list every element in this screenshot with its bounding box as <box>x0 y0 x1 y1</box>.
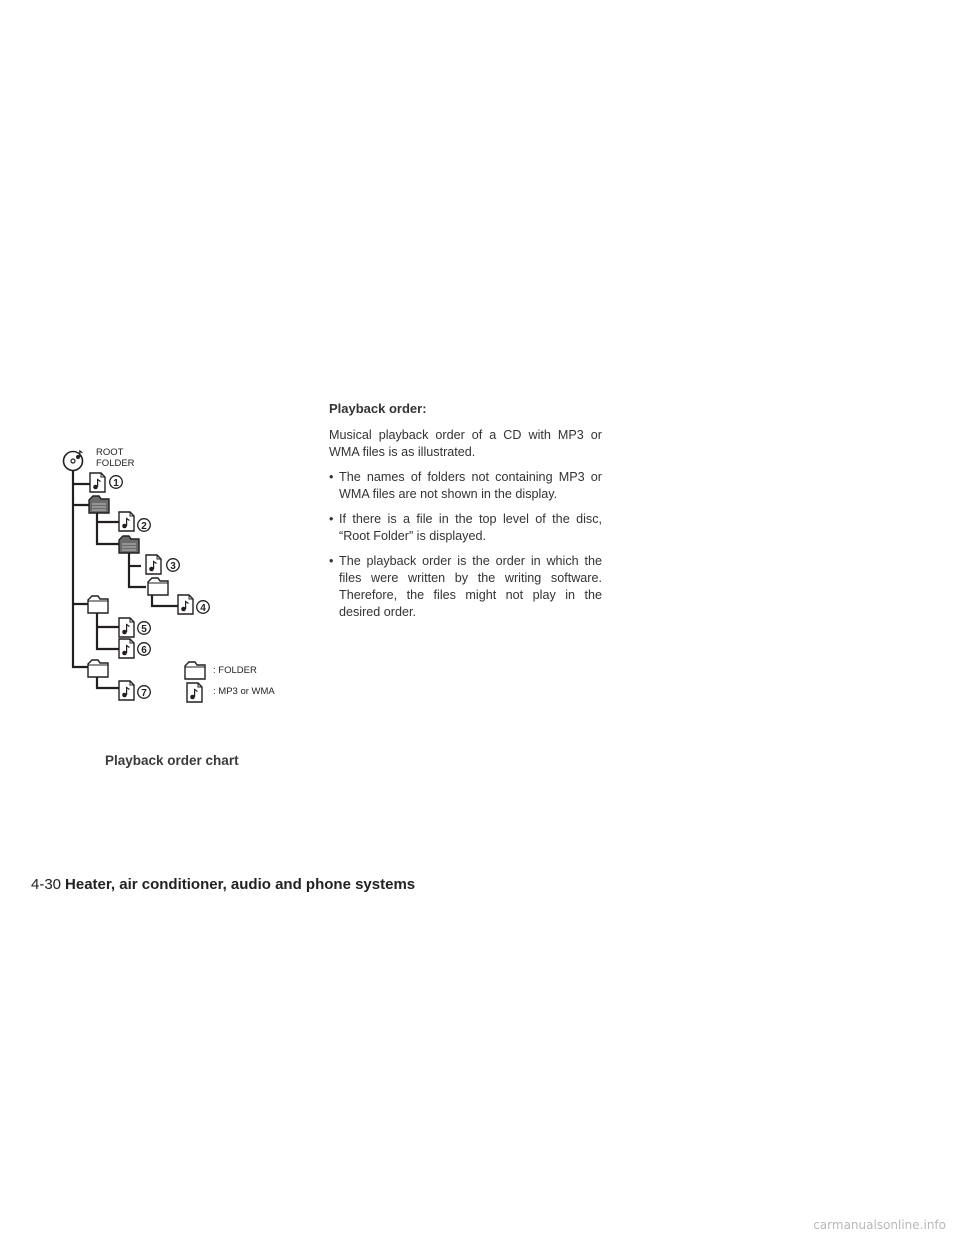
legend-file-icon <box>187 683 202 702</box>
number-badge-2 <box>138 519 151 532</box>
svg-text:6: 6 <box>141 645 147 656</box>
music-file-icon <box>119 639 134 658</box>
bullet-text: The playback order is the order in which the files were written by the writing software. Therefore, the files might not play in the desired order. <box>339 554 602 619</box>
bullet-mark: • <box>329 512 334 526</box>
number-badge-5 <box>138 622 151 635</box>
svg-text:1: 1 <box>113 478 119 489</box>
page-footer <box>31 876 415 893</box>
number-badge-4 <box>197 601 210 614</box>
bullet-mark: • <box>329 554 334 568</box>
svg-text:4: 4 <box>200 603 206 614</box>
number-badge-3 <box>167 559 180 572</box>
bullet-text: The names of folders not containing MP3 or WMA files are not shown in the display. <box>339 470 602 501</box>
svg-text:3: 3 <box>170 561 176 572</box>
svg-text:2: 2 <box>141 521 147 532</box>
music-file-icon <box>90 473 105 492</box>
svg-text:5: 5 <box>141 624 147 635</box>
root-label-line2: FOLDER <box>96 458 135 469</box>
page-number: 4-30 <box>31 876 62 893</box>
bullet-list <box>329 469 602 621</box>
legend-file-label: : MP3 or WMA <box>213 686 275 697</box>
root-label-line1: ROOT <box>96 447 124 458</box>
intro-paragraph: Musical playback order of a CD with MP3 or WMA files is as illustrated. <box>329 428 602 459</box>
bullet-item <box>329 469 602 503</box>
figure-caption: Playback order chart <box>105 753 239 768</box>
music-file-icon <box>178 595 193 614</box>
number-badge-1 <box>110 476 123 489</box>
svg-text:7: 7 <box>141 688 147 699</box>
section-heading: Playback order: <box>329 401 427 416</box>
section-title: Heater, air conditioner, audio and phone systems <box>65 876 416 893</box>
bullet-item <box>329 511 602 545</box>
folder-icon <box>88 660 108 677</box>
watermark: carmanualsonline.info <box>813 1218 946 1232</box>
bullet-mark: • <box>329 470 334 484</box>
folder-icon <box>148 578 168 595</box>
bullet-text: If there is a file in the top level of the disc, “Root Folder” is displayed. <box>339 512 602 543</box>
legend-folder-label: : FOLDER <box>213 665 257 676</box>
folder-icon <box>88 596 108 613</box>
music-file-icon <box>146 555 161 574</box>
number-badge-6 <box>138 643 151 656</box>
legend-folder-icon <box>185 662 205 679</box>
number-badge-7 <box>138 686 151 699</box>
music-file-icon <box>119 681 134 700</box>
bullet-item <box>329 553 602 621</box>
cd-icon <box>64 451 83 471</box>
text-column <box>329 400 602 629</box>
music-file-icon <box>119 512 134 531</box>
music-file-icon <box>119 618 134 637</box>
folder-icon <box>89 496 109 513</box>
folder-icon <box>119 536 139 553</box>
